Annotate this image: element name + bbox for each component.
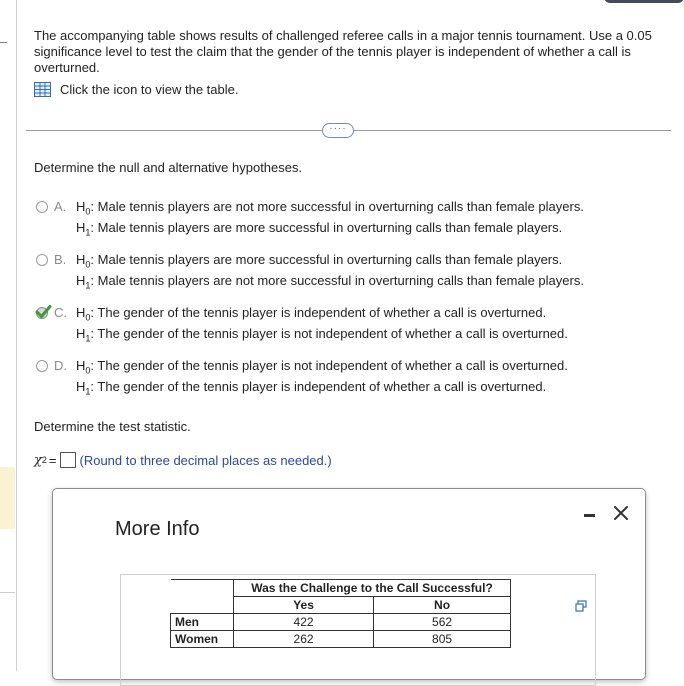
- left-edge-highlight: [0, 467, 15, 529]
- cell-men-yes: 422: [234, 614, 374, 631]
- rounding-hint: (Round to three decimal places as needed.): [79, 452, 332, 468]
- chi-symbol: χ: [34, 452, 42, 468]
- view-table-link[interactable]: [34, 80, 238, 98]
- equals-sign: =: [48, 452, 57, 468]
- left-edge-line: [0, 592, 15, 593]
- top-action-button[interactable]: [604, 0, 684, 3]
- correct-check-icon: [35, 304, 53, 320]
- option-a-radio[interactable]: [36, 201, 48, 213]
- chi-superscript: 2: [41, 455, 47, 465]
- expand-more-button[interactable]: ····: [322, 123, 354, 138]
- option-a-h0: Male tennis players are not more successful in overturning calls than female players.: [97, 199, 584, 214]
- close-icon[interactable]: [611, 503, 631, 523]
- table-header-row: [171, 580, 511, 597]
- dialog-title: More Info: [115, 518, 200, 540]
- column-header-no: No: [374, 597, 511, 614]
- hypotheses-prompt: Determine the null and alternative hypotheses.: [34, 160, 303, 175]
- view-table-link-text[interactable]: Click the icon to view the table.: [60, 81, 239, 97]
- option-c-letter: C.: [54, 305, 67, 320]
- option-d-h0: The gender of the tennis player is not independent of whether a call is overturned.: [97, 358, 568, 373]
- copy-icon[interactable]: [575, 600, 587, 612]
- column-header-yes: Yes: [234, 597, 374, 614]
- table-grid-icon[interactable]: [34, 82, 51, 97]
- left-edge-dash: [0, 42, 7, 43]
- cell-men-no: 562: [374, 614, 511, 631]
- chi-square-input[interactable]: [60, 452, 76, 468]
- table-subheader-row: [171, 597, 511, 614]
- question-text: The accompanying table shows results of challenged referee calls in a major tennis tournament. Use a 0.05 significance level to test the claim that the gender of the tennis player is independent of whether a call is overturned.: [34, 28, 652, 75]
- option-b-letter: B.: [54, 252, 67, 267]
- cell-women-no: 805: [374, 631, 511, 648]
- option-d-radio[interactable]: [36, 360, 48, 372]
- table-header: Was the Challenge to the Call Successful?: [234, 580, 511, 597]
- table-row: [171, 631, 511, 648]
- option-d-h1: The gender of the tennis player is independent of whether a call is overturned.: [97, 379, 547, 394]
- option-b-h1: Male tennis players are not more successful in overturning calls than female players.: [97, 273, 584, 288]
- option-d-letter: D.: [54, 358, 67, 373]
- option-c-h1: The gender of the tennis player is not independent of whether a call is overturned.: [97, 326, 568, 341]
- option-a-letter: A.: [54, 199, 67, 214]
- option-b-radio[interactable]: [36, 254, 48, 266]
- test-statistic-prompt: Determine the test statistic.: [34, 419, 191, 434]
- minimize-icon[interactable]: [584, 514, 595, 517]
- row-label-men: Men: [171, 614, 234, 631]
- option-c-h0: The gender of the tennis player is independent of whether a call is overturned.: [97, 305, 547, 320]
- chi-square-answer-row: [34, 452, 332, 468]
- referee-calls-table: [170, 579, 511, 648]
- cell-women-yes: 262: [234, 631, 374, 648]
- more-info-dialog: [52, 488, 646, 680]
- row-label-women: Women: [171, 631, 234, 648]
- table-row: [171, 614, 511, 631]
- option-a-h1: Male tennis players are more successful in overturning calls than female players.: [97, 220, 563, 235]
- option-b-h0: Male tennis players are more successful in overturning calls than female players.: [97, 252, 563, 267]
